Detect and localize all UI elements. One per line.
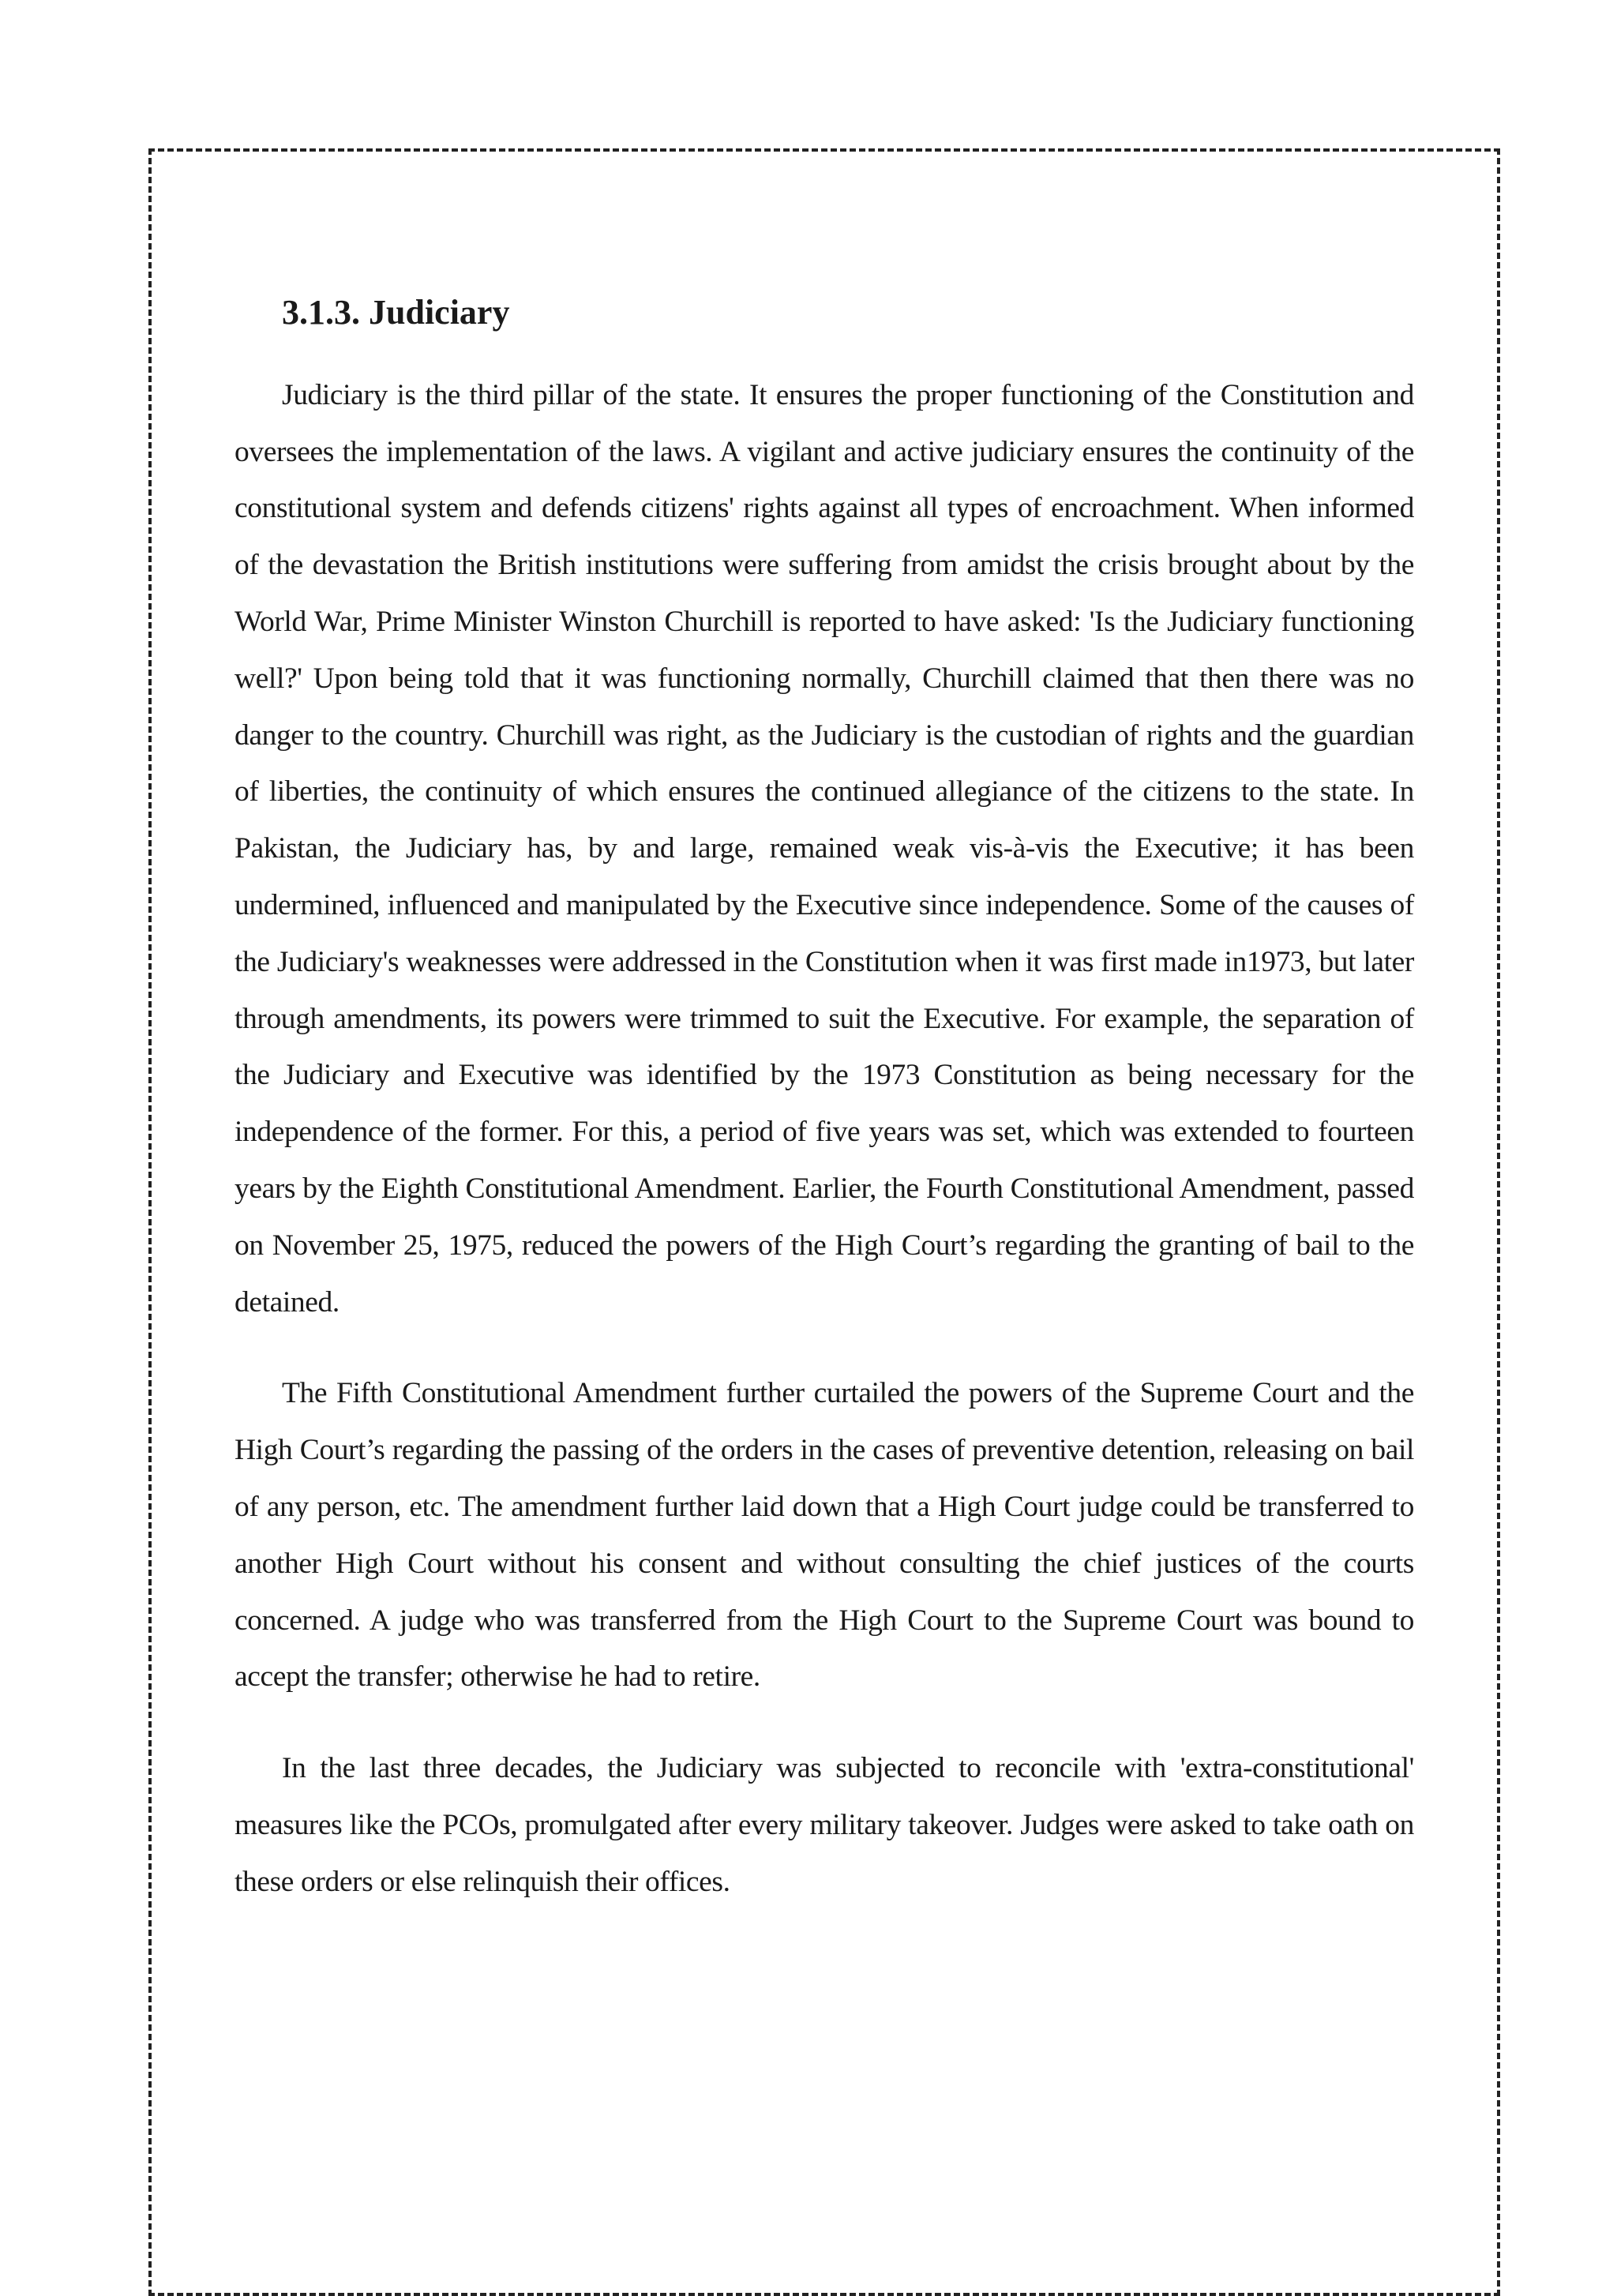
section-heading: 3.1.3. Judiciary bbox=[282, 293, 510, 332]
paragraph-3: In the last three decades, the Judiciary was subjected to reconcile with 'extra-constitutional' measures like the PCOs, promulgated after every military takeover. Judges were asked to take oath on these orders or else relinquish their offices. bbox=[234, 1752, 1414, 1898]
paragraph-1: Judiciary is the third pillar of the state. It ensures the proper functioning of the Constitution and oversees the implementation of the laws. A vigilant and active judiciary ensures the continuity of the constitutional system and defends citizens' rights against all types of encroachment. When informed of the devastation the British institutions were suffering from amidst the crisis brought about by the World War, Prime Minister Winston Churchill is reported to have asked: 'Is the Judiciary functioning well?' Upon being told that it was functioning normally, Churchill claimed that then there was no danger to the country. Churchill was right, as the Judiciary is the custodian of rights and the guardian of liberties, the continuity of which ensures the continued allegiance of the citizens to the state. In Pakistan, the Judiciary has, by and large, remained weak vis-à-vis the Executive; it has been undermined, influenced and manipulated by the Executive since independence. Some of the causes of the Judiciary's weaknesses were addressed in the Constitution when it was first made in1973, but later through amendments, its powers were trimmed to suit the Executive. For example, the separation of the Judiciary and Executive was identified by the 1973 Constitution as being necessary for the independence of the former. For this, a period of five years was set, which was extended to fourteen years by the Eighth Constitutional Amendment. Earlier, the Fourth Constitutional Amendment, passed on November 25, 1975, reduced the powers of the High Court’s regarding the granting of bail to the detained. bbox=[234, 378, 1414, 1319]
paragraph-2: The Fifth Constitutional Amendment further curtailed the powers of the Supreme Court and the High Court’s regarding the passing of the orders in the cases of preventive detention, releasing on bail of any person, etc. The amendment further laid down that a High Court judge could be transferred to another High Court without his consent and without consulting the chief justices of the courts concerned. A judge who was transferred from the High Court to the Supreme Court was bound to accept the transfer; otherwise he had to retire. bbox=[234, 1377, 1414, 1694]
document-body bbox=[234, 292, 1414, 1945]
